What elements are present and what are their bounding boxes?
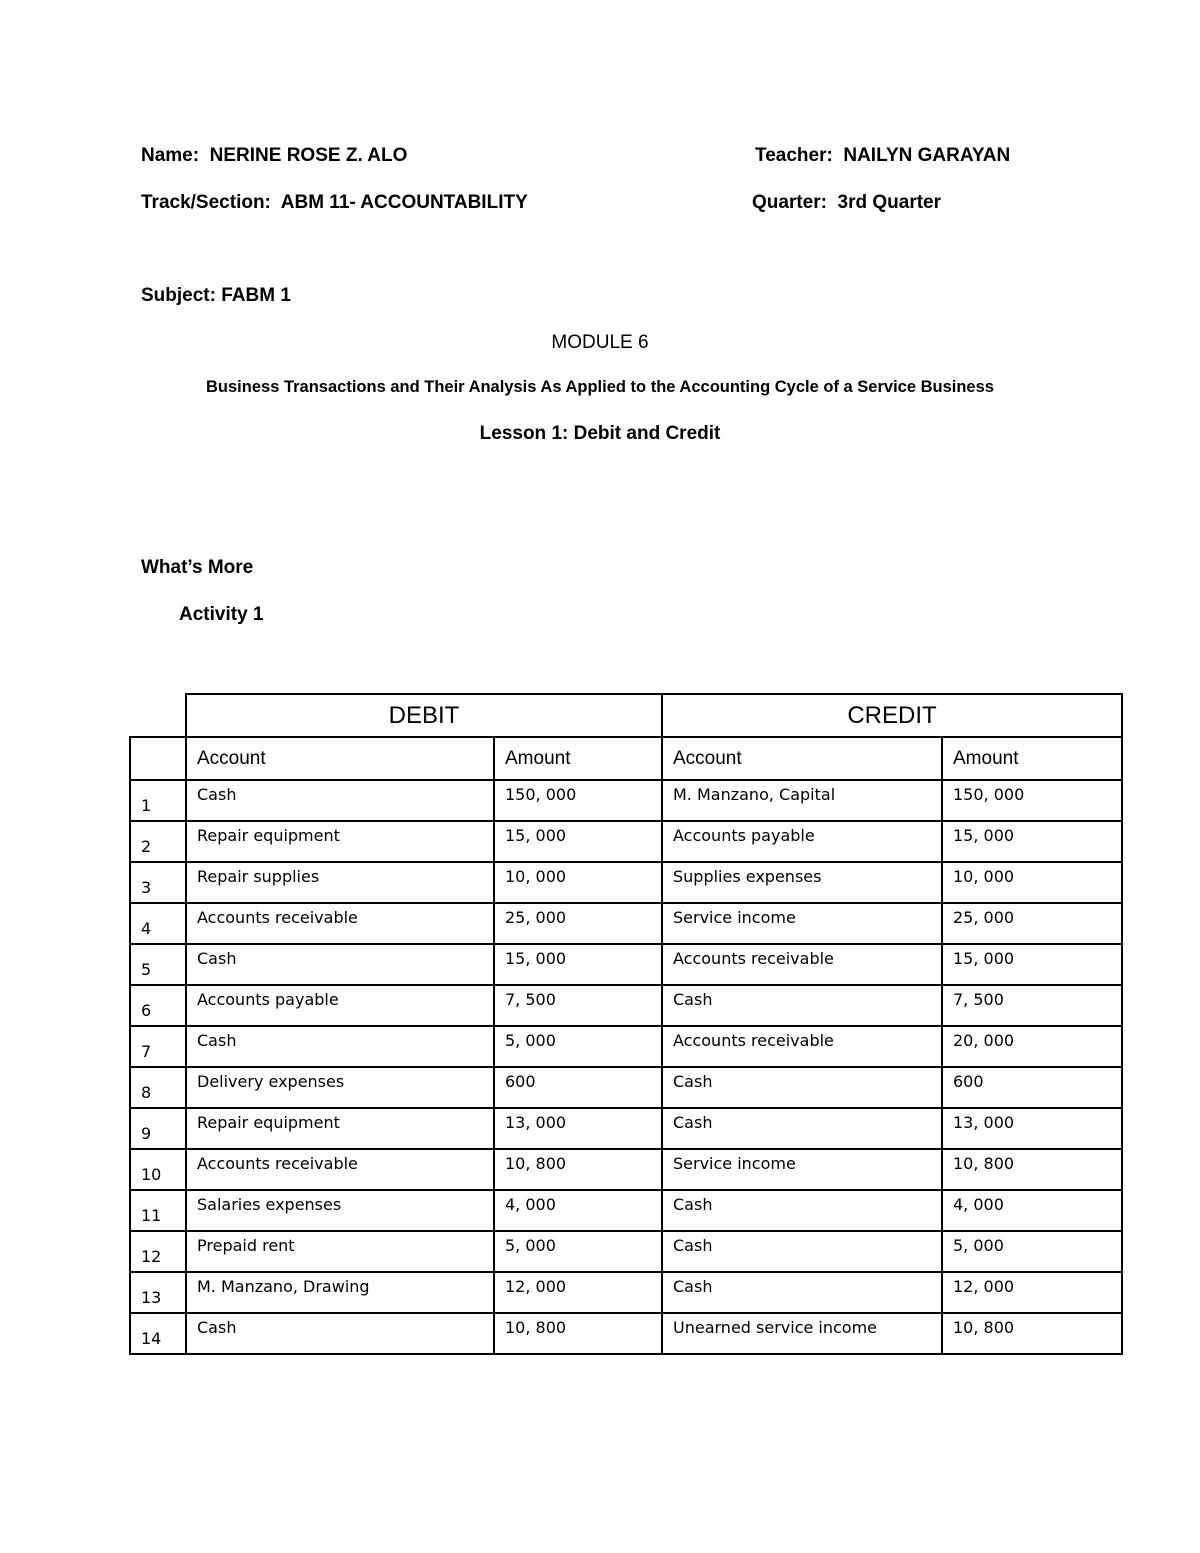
table-row [130,1190,1122,1231]
debit-amount-cell: 4, 000 [494,1190,662,1231]
credit-account-cell: Cash [662,985,942,1026]
credit-amount-cell: 10, 800 [942,1149,1122,1190]
subject-label: Subject: [141,285,216,306]
row-number-cell: 7 [130,1026,186,1067]
credit-amount-cell: 600 [942,1067,1122,1108]
credit-amount-cell: 5, 000 [942,1231,1122,1272]
table-row [130,862,1122,903]
credit-account-header: Account [662,737,942,780]
table-row [130,1231,1122,1272]
debit-amount-cell: 13, 000 [494,1108,662,1149]
row-number-cell: 8 [130,1067,186,1108]
debit-account-header: Account [186,737,494,780]
credit-account-cell: Accounts receivable [662,944,942,985]
debit-account-cell: Accounts receivable [186,903,494,944]
table-row [130,1272,1122,1313]
debit-credit-table [129,693,1123,1355]
module-title: MODULE 6 [551,332,649,353]
table-row [130,780,1122,821]
teacher-value: NAILYN GARAYAN [843,145,1011,166]
table-row [130,944,1122,985]
quarter-value: 3rd Quarter [837,192,942,213]
debit-amount-cell: 600 [494,1067,662,1108]
debit-account-cell: Accounts payable [186,985,494,1026]
credit-account-cell: Service income [662,903,942,944]
debit-account-cell: M. Manzano, Drawing [186,1272,494,1313]
module-subtitle: Business Transactions and Their Analysis As Applied to the Accounting Cycle of a Service Business [206,378,994,396]
activity-heading: Activity 1 [179,604,264,625]
debit-amount-cell: 5, 000 [494,1026,662,1067]
subject-value: FABM 1 [221,285,291,306]
credit-account-cell: Accounts receivable [662,1026,942,1067]
credit-amount-cell: 7, 500 [942,985,1122,1026]
subject-line [141,285,291,307]
debit-amount-cell: 15, 000 [494,944,662,985]
table-row [130,1067,1122,1108]
credit-amount-cell: 150, 000 [942,780,1122,821]
blank-corner-cell [130,694,186,737]
credit-amount-cell: 15, 000 [942,821,1122,862]
credit-amount-cell: 4, 000 [942,1190,1122,1231]
table-row [130,1026,1122,1067]
debit-amount-cell: 5, 000 [494,1231,662,1272]
credit-account-cell: Cash [662,1067,942,1108]
row-number-cell: 9 [130,1108,186,1149]
debit-account-cell: Cash [186,1313,494,1354]
credit-account-cell: Accounts payable [662,821,942,862]
row-number-cell: 13 [130,1272,186,1313]
track-label: Track/Section: [141,192,271,213]
credit-header: CREDIT [662,694,1122,737]
credit-account-cell: Cash [662,1231,942,1272]
debit-amount-cell: 12, 000 [494,1272,662,1313]
credit-account-cell: Cash [662,1272,942,1313]
debit-amount-cell: 10, 800 [494,1313,662,1354]
credit-account-cell: Cash [662,1108,942,1149]
debit-account-cell: Cash [186,944,494,985]
table-column-header-row [130,737,1122,780]
name-value: NERINE ROSE Z. ALO [209,145,408,166]
teacher-line [755,145,1010,167]
credit-amount-cell: 20, 000 [942,1026,1122,1067]
debit-amount-cell: 7, 500 [494,985,662,1026]
debit-account-cell: Prepaid rent [186,1231,494,1272]
credit-amount-cell: 13, 000 [942,1108,1122,1149]
debit-header: DEBIT [186,694,662,737]
debit-account-cell: Cash [186,780,494,821]
row-number-cell: 6 [130,985,186,1026]
debit-amount-cell: 150, 000 [494,780,662,821]
row-number-cell: 5 [130,944,186,985]
section-heading: What’s More [141,557,254,578]
row-number-cell: 3 [130,862,186,903]
quarter-label: Quarter: [752,192,827,213]
credit-account-cell: M. Manzano, Capital [662,780,942,821]
debit-account-cell: Accounts receivable [186,1149,494,1190]
debit-account-cell: Repair equipment [186,1108,494,1149]
row-number-cell: 1 [130,780,186,821]
credit-amount-header: Amount [942,737,1122,780]
row-number-cell: 4 [130,903,186,944]
debit-amount-cell: 15, 000 [494,821,662,862]
teacher-label: Teacher: [755,145,833,166]
table-row [130,903,1122,944]
debit-amount-cell: 10, 000 [494,862,662,903]
row-number-cell: 2 [130,821,186,862]
row-number-header [130,737,186,780]
row-number-cell: 11 [130,1190,186,1231]
table-row [130,821,1122,862]
debit-account-cell: Repair equipment [186,821,494,862]
table-row [130,1149,1122,1190]
credit-account-cell: Service income [662,1149,942,1190]
credit-amount-cell: 12, 000 [942,1272,1122,1313]
debit-account-cell: Delivery expenses [186,1067,494,1108]
debit-amount-cell: 10, 800 [494,1149,662,1190]
debit-amount-cell: 25, 000 [494,903,662,944]
table-row [130,985,1122,1026]
name-label: Name: [141,145,200,166]
table-row [130,1108,1122,1149]
row-number-cell: 10 [130,1149,186,1190]
credit-account-cell: Cash [662,1190,942,1231]
row-number-cell: 14 [130,1313,186,1354]
table-group-header-row [130,694,1122,737]
quarter-line [752,192,941,214]
lesson-title: Lesson 1: Debit and Credit [479,423,721,444]
debit-account-cell: Repair supplies [186,862,494,903]
debit-account-cell: Cash [186,1026,494,1067]
row-number-cell: 12 [130,1231,186,1272]
debit-account-cell: Salaries expenses [186,1190,494,1231]
track-value: ABM 11- ACCOUNTABILITY [280,192,528,213]
credit-amount-cell: 10, 000 [942,862,1122,903]
credit-amount-cell: 10, 800 [942,1313,1122,1354]
track-section-line [141,192,528,214]
table-row [130,1313,1122,1354]
credit-amount-cell: 15, 000 [942,944,1122,985]
student-name-line [141,145,407,167]
credit-amount-cell: 25, 000 [942,903,1122,944]
credit-account-cell: Supplies expenses [662,862,942,903]
credit-account-cell: Unearned service income [662,1313,942,1354]
debit-amount-header: Amount [494,737,662,780]
